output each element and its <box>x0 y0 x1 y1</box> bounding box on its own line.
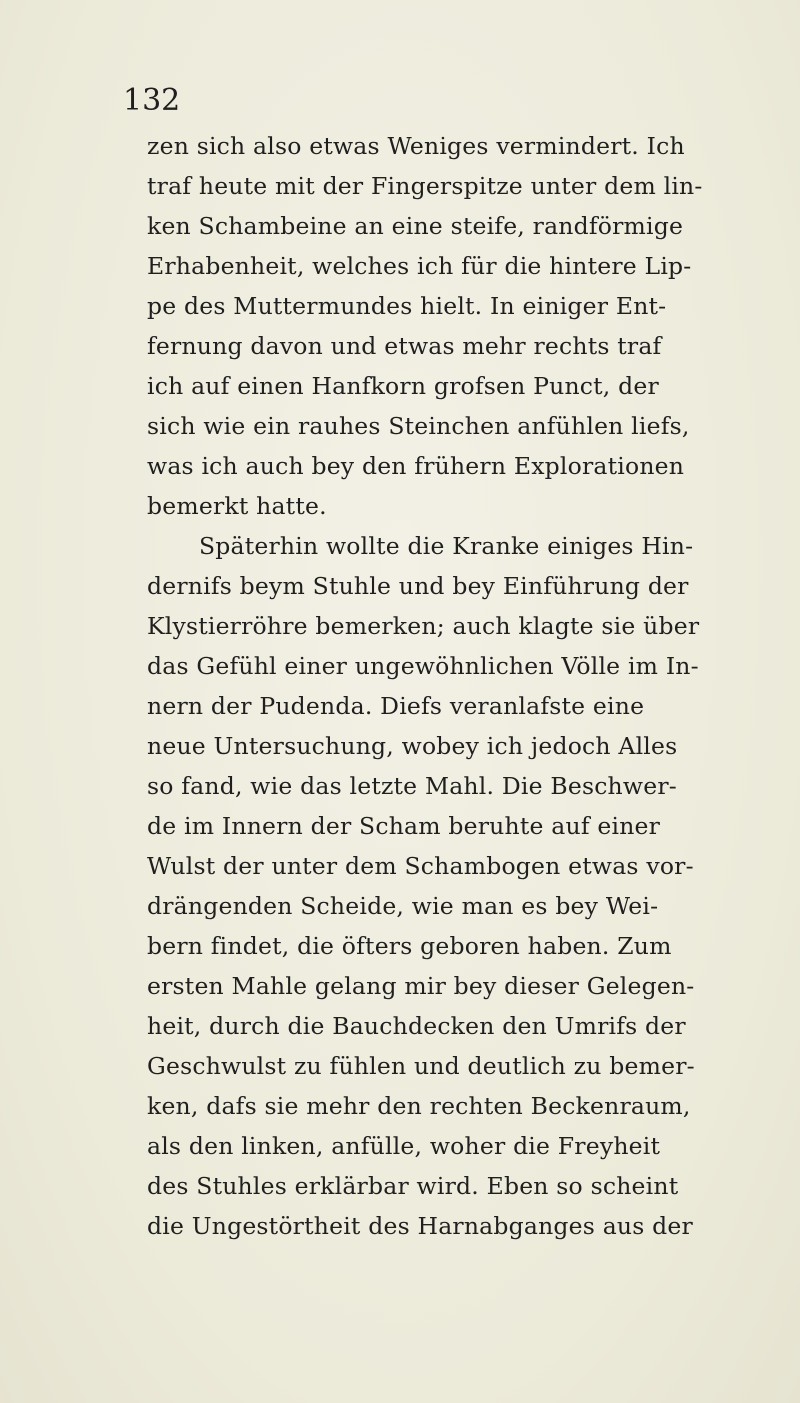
text-line: Klystierröhre bemerken; auch klagte sie über <box>147 612 700 640</box>
text-line: so fand, wie das letzte Mahl. Die Beschwer- <box>147 772 677 800</box>
text-line: die Ungestörtheit des Harnabganges aus der <box>147 1212 693 1240</box>
text-line: de im Innern der Scham beruhte auf einer <box>147 812 661 840</box>
text-line: sich wie ein rauhes Steinchen anfühlen liefs, <box>147 412 690 440</box>
text-line: Wulst der unter dem Schambogen etwas vor- <box>147 852 694 880</box>
text-line: ken Schambeine an eine steife, randförmige <box>147 212 684 240</box>
text-line: bemerkt hatte. <box>147 492 327 520</box>
paragraph-start-line: Späterhin wollte die Kranke einiges Hin- <box>199 532 694 560</box>
text-line: nern der Pudenda. Diefs veranlafste eine <box>147 692 645 720</box>
text-line: drängenden Scheide, wie man es bey Wei- <box>147 892 659 920</box>
text-line: das Gefühl einer ungewöhnlichen Völle im In- <box>147 652 699 680</box>
page-number: 132 <box>123 83 181 118</box>
text-line: zen sich also etwas Weniges vermindert. Ich <box>147 132 685 160</box>
text-line: fernung davon und etwas mehr rechts traf <box>147 332 662 360</box>
text-line: ken, dafs sie mehr den rechten Beckenraum, <box>147 1092 691 1120</box>
text-line: traf heute mit der Fingerspitze unter dem lin- <box>147 172 703 200</box>
text-line: was ich auch bey den frühern Explorationen <box>147 452 685 480</box>
text-line: des Stuhles erklärbar wird. Eben so scheint <box>147 1172 679 1200</box>
text-line: dernifs beym Stuhle und bey Einführung der <box>147 572 689 600</box>
text-line: ersten Mahle gelang mir bey dieser Gelegen- <box>147 972 695 1000</box>
text-line: bern findet, die öfters geboren haben. Zum <box>147 932 672 960</box>
text-line: pe des Muttermundes hielt. In einiger Ent- <box>147 292 667 320</box>
text-line: Erhabenheit, welches ich für die hintere Lip- <box>147 252 692 280</box>
text-line: ich auf einen Hanfkorn grofsen Punct, der <box>147 372 659 400</box>
text-line: neue Untersuchung, wobey ich jedoch Alles <box>147 732 678 760</box>
body-text <box>147 126 747 1246</box>
text-line: heit, durch die Bauchdecken den Umrifs der <box>147 1012 686 1040</box>
text-line: Geschwulst zu fühlen und deutlich zu bemer- <box>147 1052 695 1080</box>
text-line: als den linken, anfülle, woher die Freyheit <box>147 1132 661 1160</box>
